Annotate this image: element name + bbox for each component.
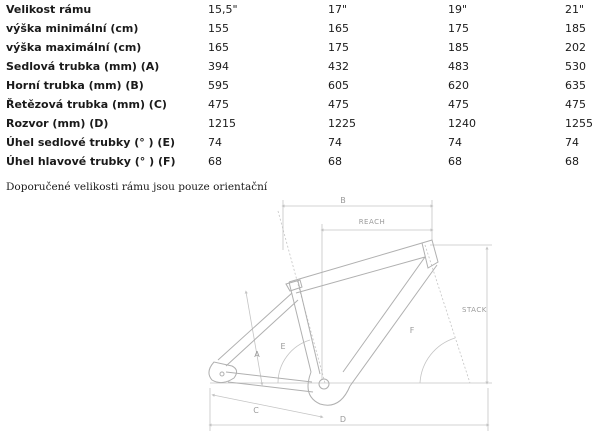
size-15-5-value: 68 [208,155,222,168]
size-17-value: 175 [328,41,349,54]
label-b: B [340,196,346,205]
size-15-5-value: 394 [208,60,229,73]
size-21-value: 202 [565,41,586,54]
size-19-value: 68 [448,155,462,168]
size-15-5-value: 1215 [208,117,236,130]
label-a: A [254,350,260,359]
size-19-value: 185 [448,41,469,54]
row-label: Řetězová trubka (mm) (C) [6,98,167,111]
size-21-value: 185 [565,22,586,35]
bottom-bracket [319,379,329,389]
size-15-5-value: 475 [208,98,229,111]
rear-axle [220,372,224,376]
size-15-5-value: 15,5" [208,3,238,16]
row-label: výška minimální (cm) [6,22,139,35]
size-15-5-value: 165 [208,41,229,54]
size-15-5-value: 74 [208,136,222,149]
size-17-value: 17" [328,3,348,16]
size-19-value: 1240 [448,117,476,130]
chain-stay [226,372,313,392]
size-19-value: 483 [448,60,469,73]
size-21-value: 74 [565,136,579,149]
size-17-value: 1225 [328,117,356,130]
row-label: Úhel sedlové trubky (° ) (E) [6,136,175,149]
seat-tube [289,281,320,374]
size-19-value: 19" [448,3,468,16]
size-disclaimer-note: Doporučené velikosti rámu jsou pouze orientační [6,181,268,193]
label-d: D [339,415,347,424]
label-f: F [409,326,415,335]
size-15-5-value: 595 [208,79,229,92]
label-e: E [280,342,286,351]
size-17-value: 68 [328,155,342,168]
row-label: Rozvor (mm) (D) [6,117,109,130]
head-tube [422,240,438,268]
size-21-value: 21" [565,3,585,16]
size-17-value: 165 [328,22,349,35]
size-21-value: 635 [565,79,586,92]
size-15-5-value: 155 [208,22,229,35]
dimension-lines [210,200,492,431]
size-19-value: 175 [448,22,469,35]
row-label: Sedlová trubka (mm) (A) [6,60,160,73]
row-label: Velikost rámu [6,3,92,16]
bottom-bracket-housing [308,372,350,405]
size-21-value: 530 [565,60,586,73]
size-19-value: 74 [448,136,462,149]
size-17-value: 605 [328,79,349,92]
size-17-value: 432 [328,60,349,73]
row-label: výška maximální (cm) [6,41,142,54]
dimension-c-line [213,395,322,417]
dimension-a-line [246,292,262,384]
size-17-value: 475 [328,98,349,111]
row-label: Úhel hlavové trubky (° ) (F) [6,155,176,168]
label-stack: STACK [462,306,487,314]
size-19-value: 475 [448,98,469,111]
size-21-value: 475 [565,98,586,111]
label-reach: REACH [358,218,386,226]
row-label: Horní trubka (mm) (B) [6,79,144,92]
size-21-value: 68 [565,155,579,168]
size-21-value: 1255 [565,117,593,130]
size-17-value: 74 [328,136,342,149]
head-angle-arc [420,338,455,383]
bike-frame-outline [209,240,438,405]
size-19-value: 620 [448,79,469,92]
label-c: C [253,406,259,415]
